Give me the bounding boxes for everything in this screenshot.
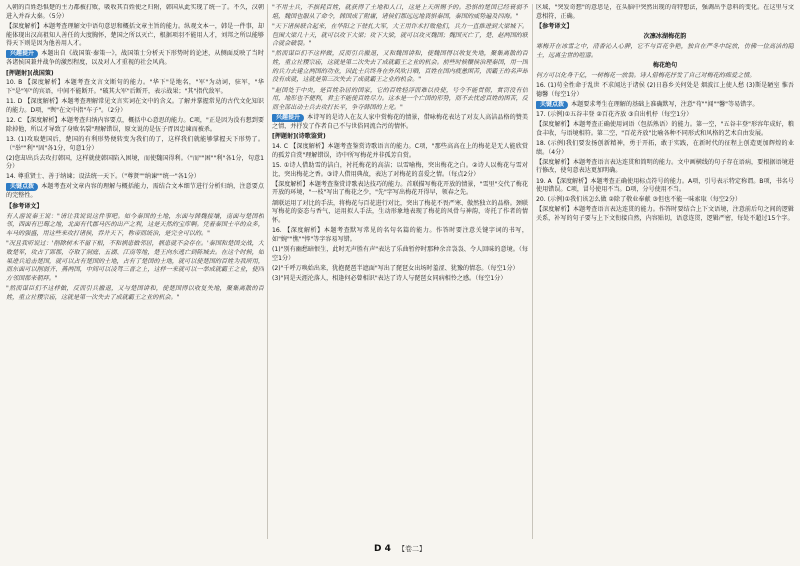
- paragraph: 次凛冰湖梅花韵: [643, 33, 687, 41]
- tip-text: 本诗写的是诗人在友人家中赏梅花的情景，借咏梅花表达了对友人高洁品格的赞美之情，并抒发了作者自己不与世俗同流合污的情怀。: [272, 114, 528, 130]
- paragraph: (2)"千呼万唤始出来，犹抱琵琶半遮面"写出了琵琶女出场时羞涩、犹豫的情态。（每空1分）: [272, 264, 519, 272]
- paragraph: "然而谋臣们不这样做，反而引兵撤退，又与楚国讲和，使楚国得以收复失地，聚集离散的百姓，重立社稷宗庙，这就是第一次失去了成就霸王之业的机会。": [6, 285, 264, 301]
- paragraph: "不用士兵，不损耗百姓，就获得了土地和人口，这是上天所赐予的。恐惧的楚国已经衰弱不堪，魏国也服从了命令，韩国成了附庸，诸侯们都远远地畏惧秦国，秦国的威势遍及四海。": [272, 4, 528, 20]
- tip-text: 本题出自《战国策·秦策一》，战国策士分析天下形势时的论述，从侧面反映了当时各诸侯国兼并战争的激烈程度，以及对人才重视的社会风尚。: [6, 50, 264, 66]
- paragraph: 入朝的百姓恐惧楚的主力都被打败，吸收其百姓使之归附，韩国从此实现了统一了。不久，汉朝进入并吞大秦。（5分）: [6, 4, 264, 20]
- paragraph: "况且我听说过：'削除树木不留下根，不和祸患做邻居，祸患就不会存在。'秦国和楚国交战，大败楚军，攻占了郢都，夺取了洞庭、五湖、江南等地，楚王向东逃亡到陈城去。在这个时候，如果进兵追击楚国，就可以占有楚国的土地，占有了楚国的土地，就可以使楚国的百姓为我所用，而东面可以削弱齐、燕两国，中间可以凌驾三晋之上，这样一来就可以一举成就霸王之业，使四方邻国都来朝拜。": [6, 240, 264, 282]
- column-divider: [532, 4, 533, 539]
- paragraph: 有人游说秦王说："请让我说说这件事吧。如今秦国的土地，东面与韩魏接壤，南面与楚国相邻，西面有巴蜀之地，北面有代郡马匹的出产之利，这是天然的宝库啊。凭着秦国士卒的众多，车马的强盛，用这些来攻打诸侯，吞并天下，称帝而统治，是完全可以的。": [6, 212, 264, 237]
- paragraph: 16. (1)苟全性命于乱世 不求闻达于诸侯 (2)日暮乡关何处是 烟波江上使人愁 (3)斯是陋室 惟吾德馨（每空1分）: [536, 82, 794, 98]
- paragraph: 20. (示例)①我们该怎么做 ②除了敬业奉献 ③但也不能一味索取（每空2分）: [536, 196, 742, 204]
- paragraph: (3)"同是天涯沦落人，相逢何必曾相识"表达了诗人与琵琶女同病相怜之感。（每空1分）: [272, 274, 507, 282]
- paragraph: "然而谋臣们不这样做，反而引兵撤退，又和魏国讲和，使魏国得以收复失地，聚集离散的百姓，重立社稷宗庙，这就是第二次失去了成就霸王之业的机会。前些时候穰侯治理秦国，用一国的兵力去建立两国的功业，因此士兵终身在外风吹日晒，百姓在国内疲惫困苦，而霸王的名声却没有成就，这就是第三次失去了成就霸王之业的机会。": [272, 50, 528, 84]
- paragraph: [272, 114, 528, 131]
- paragraph: [6, 50, 264, 67]
- paragraph: 颔联运用了对比的手法，将梅花与百花进行对比，突出了梅花不畏严寒、傲然独立的品格。颈联写梅花的姿态与香气，运用拟人手法，生动形象地表现了梅花的风骨与神韵，寄托了作者的情怀。: [272, 199, 528, 224]
- paragraph: 【深度解析】本题考查鉴赏诗歌表达技巧的能力。首联描写梅花开放的情景，"雪里"交代了梅花开放的环境，"一枝"写出了梅花之少，"先"字写出梅花开得早，领春之先。: [272, 180, 528, 197]
- paragraph: 梅花绝句: [652, 62, 678, 69]
- paragraph: 寒梅开在冰雪之中，清香沁人心脾，它不与百花争艳，独自在严冬中绽放，仿佛一位高洁的隐士，远离尘世的喧嚣。: [536, 43, 794, 59]
- section-heading: [押题射](战国策): [6, 69, 54, 77]
- paragraph: "赵国处于中央，是百姓杂居的国家，它的百姓轻浮而难以役使，号令不能贯彻，赏罚没有信用，地形也不便利，君主不能使百姓尽力。这本是一个亡国的形势，而不去忧虑百姓的困苦，反而全部出动士兵去攻打长平，争夺韩国的上党。": [272, 86, 528, 111]
- paragraph: 10. B 【深度解析】本题考查文言文断句的能力。"华下"是地名，"军"为动词，驻军，"华下"是"军"的宾语，中间不能断开。"破其大军"后断开，表示战果；"其"指代敌军。: [6, 79, 264, 96]
- page-footer: [0, 544, 800, 562]
- paragraph: 何方可以化身千亿，一树梅花一放翁。诗人借梅花抒发了自己对梅花的痴爱之情。: [536, 72, 756, 80]
- paragraph: 【深度解析】本题考查理解文中语句意思和概括文章主旨的能力。纵观文本一，韩是一件事，却能体现出汉高祖知人善任的大度胸怀，楚国之所以灭亡，根据项羽不能用人才，刘邦之所以能够得天下则是因为他善用人才。: [6, 22, 264, 48]
- paragraph: (1)"别有幽愁暗恨生，此时无声胜有声"表达了乐曲暂停时那种余音袅袅、令人回味的意境。（每空1分）: [272, 245, 528, 262]
- paragraph: 区域，"突发奇想"的意思是，在头脑中突然出现的奇特想法，强调出乎意料的变化。在这里与文意相符，正确。: [536, 4, 794, 20]
- section-heading: 【参考译文】: [6, 202, 43, 210]
- paragraph: 14. 尊重贤士、善于纳谏；设法统一天下。（"尊贤""纳谏""统一"各1分）: [6, 173, 200, 181]
- paragraph: [536, 101, 794, 110]
- paragraph: 14. C 【深度解析】本题考查鉴赏诗歌语言的能力。C项，"那些高高在上的梅花是无人能欣赏的孤芳自赏"理解错误，诗中所写梅花并非孤芳自赏。: [272, 143, 528, 159]
- paragraph: "天下诸侯联合起来，在华阳之下驻扎大军，大王用诈术打败他们，兵力一直推进到大梁城下。包围大梁几十天，就可以攻下大梁；攻下大梁，就可以攻灭魏国；魏国灭亡了，楚、赵两国的联合就会破裂。": [272, 22, 528, 48]
- paragraph: 15. ①诗人借助雪的洁白，衬托梅花的高洁；以雪喻梅，突出梅花之白。②诗人以梅花与雪对比，突出梅花之香。③诗人借用典故，表达了对梅花的喜爱之情。（每点2分）: [272, 161, 528, 178]
- paragraph: 16. 【深度解析】本题考查默写常见的名句名篇的能力。作答时要注意关键字词的书写，如"婉""憔""悴"等字容易写错。: [272, 227, 528, 243]
- tip-badge: 关键点拨: [536, 101, 568, 109]
- paragraph: 11. D 【深度解析】本题考查理解常见文言实词在文中的含义。了解并掌握常见的古代文化知识的能力。D项，"舆"在文中指"车子"。（2分）: [6, 98, 264, 114]
- tip-text: 本题考查对文章内容的理解与概括能力，需结合文本细节进行分析归纳，注意要点的完整性。: [6, 183, 264, 200]
- column-divider: [267, 4, 268, 539]
- paragraph: 【深度解析】本题考查语言表达连贯和简明的能力。文中画横线的句子存在语病，要根据语境进行修改，使句意表达更加明确。: [536, 158, 794, 175]
- page-number: D 4: [373, 544, 391, 554]
- paragraph: 18. (示例)我们要发扬创新精神，勇于开拓，敢于实践，在新时代的征程上创造更加辉煌的业绩。（4分）: [536, 139, 794, 156]
- paragraph: 【深度解析】本题考查正确使用词语（包括熟语）的能力。第一空，"五谷丰登"形容年成好，粮食丰收，与语境相符。第二空，"百花齐放"比喻各种不同形式和风格的艺术自由发展。: [536, 121, 794, 137]
- section-heading: 【参考译文】: [536, 23, 573, 31]
- paragraph: [6, 183, 264, 200]
- tip-text: 本题要求考生在理解的基础上准确默写，注意"苟""闻""馨"等易错字。: [571, 100, 759, 108]
- section-label: 【卷二】: [398, 545, 426, 553]
- column-right: [536, 4, 794, 539]
- paragraph: 12. C 【深度解析】本题考查归纳内容要点，概括中心意思的能力。C项，"正是因为没有想到要除掉他，所以才导致了身败名裂"理解错误，原文说的是伍子胥因忠谏而被杀。: [6, 117, 264, 133]
- tip-badge: 兴趣提升: [272, 114, 304, 122]
- tip-badge: 关键点拨: [6, 183, 38, 191]
- paragraph: 19. A 【深度解析】本题考查正确使用标点符号的能力。A项，引号表示特定称谓。B项，书名号使用错误。C项，冒号使用不当。D项，分号使用不当。: [536, 177, 794, 194]
- column-middle: [272, 4, 528, 539]
- paragraph: 13. (1)攻取楚国后，楚国的有利形势便转变为我们的了，这样我们就能够掌握天下形势了。（"举""利""固"各1分，句意1分）: [6, 135, 264, 152]
- paragraph: (2)您却出兵去攻打韩国，这样就使韩国陷入困境，而使魏国得利。（"而""困""利"各1分，句意1分）: [6, 154, 264, 171]
- paragraph: 【深度解析】本题考查语言表达连贯的能力。作答时要结合上下文语境，注意前后句之间的逻辑关系，补写的句子要与上下文衔接自然，内容贴切，语意连贯，逻辑严密，每处不超过15个字。: [536, 206, 794, 223]
- section-heading: [押题射](诗歌鉴赏): [272, 133, 326, 141]
- tip-badge: 兴趣提升: [6, 50, 38, 58]
- paragraph: 17. (示例)①五谷丰登 ②百花齐放 ③自出机杼（每空1分）: [536, 111, 693, 119]
- column-left: [6, 4, 264, 539]
